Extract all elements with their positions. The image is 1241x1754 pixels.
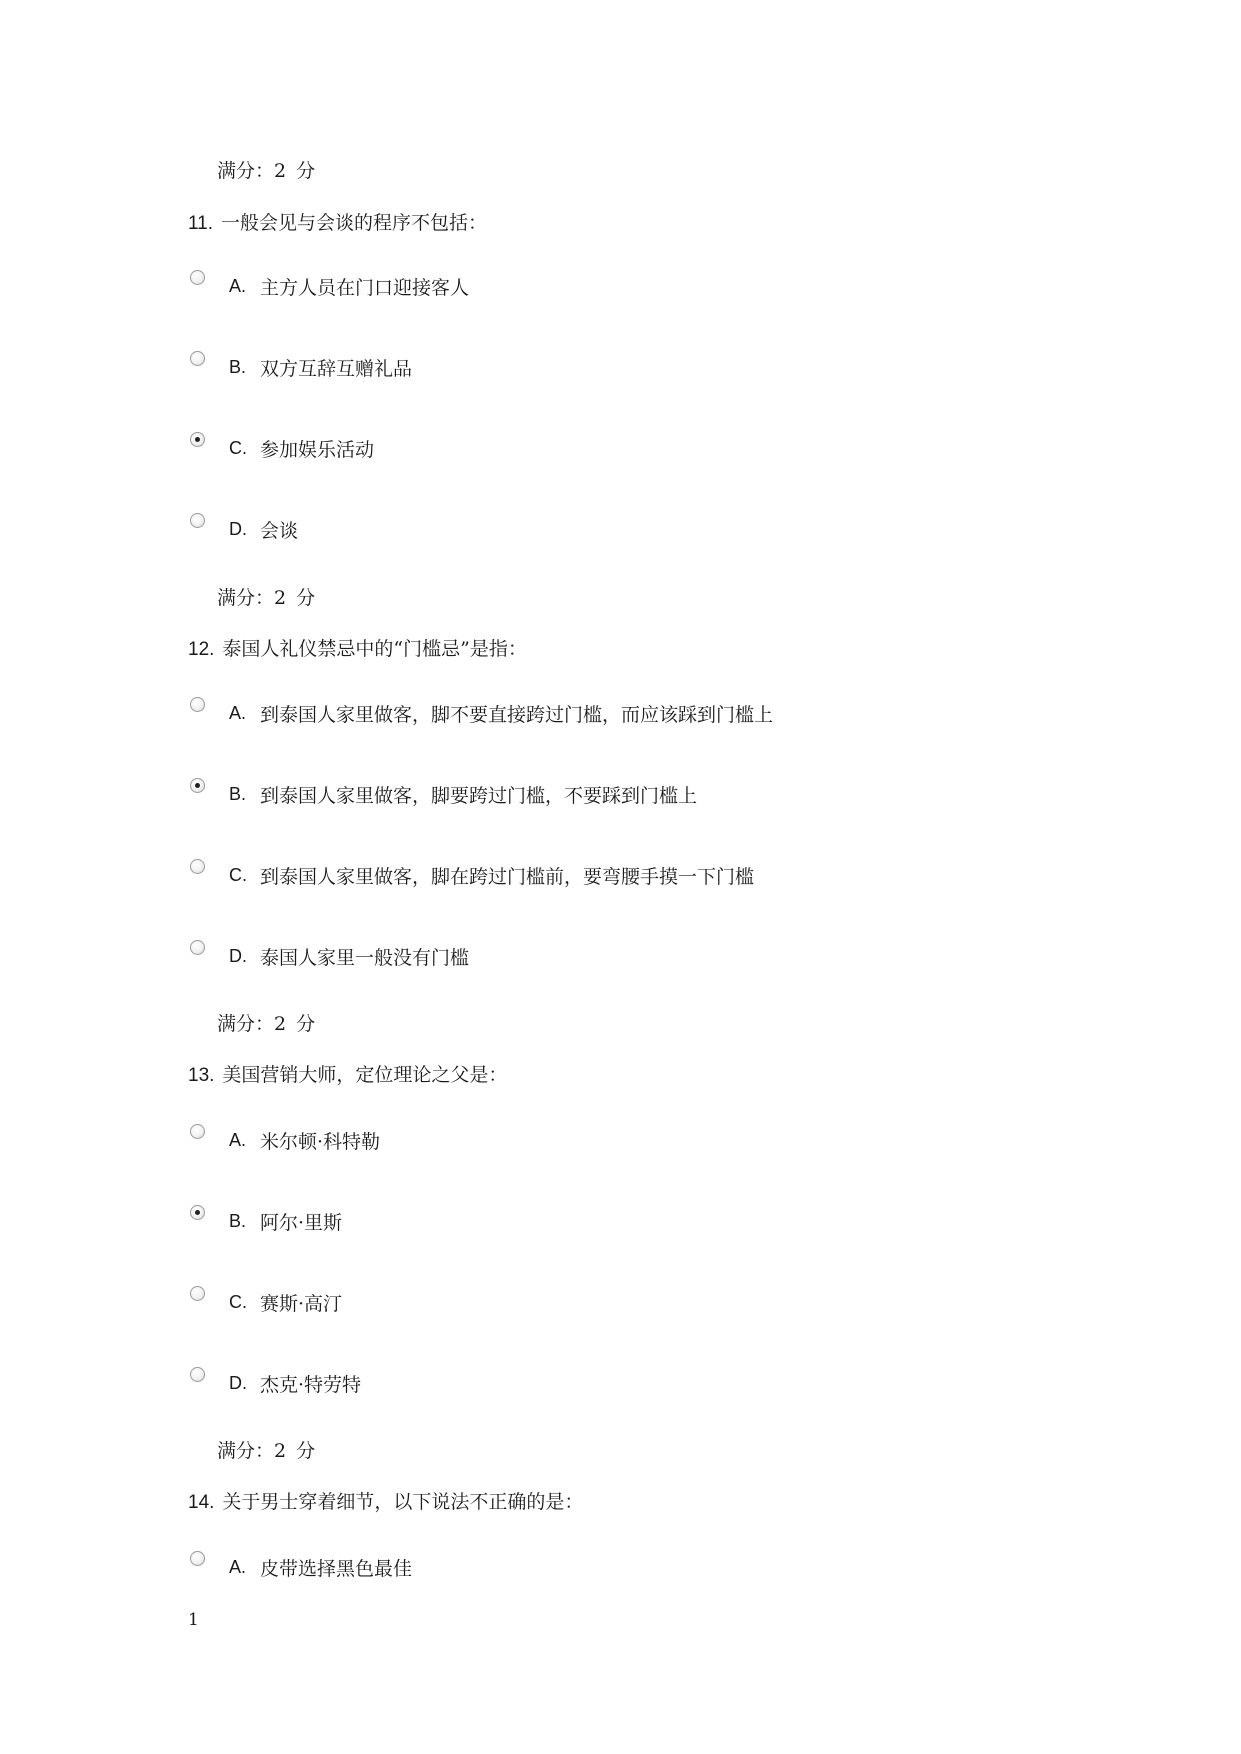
question-number: 13.: [188, 1065, 215, 1086]
score-line: [217, 1436, 315, 1463]
option-letter: D.: [229, 946, 247, 966]
radio-button[interactable]: [190, 1124, 205, 1139]
option-text: 会谈: [260, 520, 299, 542]
question-11: [188, 208, 487, 235]
radio-button-selected[interactable]: [190, 432, 205, 447]
option-letter: A.: [229, 703, 247, 723]
score-line: [217, 156, 315, 183]
option-text: 杰克·特劳特: [260, 1374, 362, 1396]
option-letter: A.: [229, 1557, 247, 1577]
question-number: 12.: [188, 639, 215, 660]
option-text: 到泰国人家里做客，脚不要直接跨过门槛，而应该踩到门槛上: [260, 704, 774, 726]
option-letter: B.: [229, 1211, 247, 1231]
radio-button[interactable]: [190, 940, 205, 955]
score-line: [217, 1009, 315, 1036]
option-letter: D.: [229, 1373, 247, 1393]
option-letter: B.: [229, 784, 247, 804]
option-text: 参加娱乐活动: [260, 439, 375, 461]
score-unit: 分: [296, 1013, 316, 1035]
option-letter: D.: [229, 519, 247, 539]
score-label: 满分：: [217, 1013, 275, 1035]
score-unit: 分: [296, 587, 316, 609]
score-value: 2: [274, 587, 287, 609]
score-value: 2: [274, 1013, 287, 1035]
score-unit: 分: [296, 160, 316, 182]
radio-button[interactable]: [190, 1286, 205, 1301]
option-letter: C.: [229, 1292, 247, 1312]
radio-button[interactable]: [190, 513, 205, 528]
radio-button[interactable]: [190, 1551, 205, 1566]
radio-button[interactable]: [190, 859, 205, 874]
option-letter: C.: [229, 438, 247, 458]
option-text: 主方人员在门口迎接客人: [260, 277, 470, 299]
radio-button[interactable]: [190, 1367, 205, 1382]
score-label: 满分：: [217, 160, 275, 182]
question-12: [188, 634, 527, 661]
score-unit: 分: [296, 1440, 316, 1462]
option-letter: A.: [229, 1130, 247, 1150]
radio-button[interactable]: [190, 697, 205, 712]
option-letter: C.: [229, 865, 247, 885]
radio-button-selected[interactable]: [190, 1205, 205, 1220]
question-14: [188, 1487, 583, 1514]
question-number: 14.: [188, 1492, 215, 1513]
question-13: [188, 1060, 507, 1087]
question-text: 一般会见与会谈的程序不包括：: [221, 212, 488, 234]
option-text: 赛斯·高汀: [260, 1293, 343, 1315]
radio-button[interactable]: [190, 351, 205, 366]
option-text: 米尔顿·科特勒: [260, 1131, 381, 1153]
score-value: 2: [274, 1440, 287, 1462]
score-label: 满分：: [217, 587, 275, 609]
question-number: 11.: [188, 213, 214, 234]
question-text: 泰国人礼仪禁忌中的“门槛忌”是指：: [222, 638, 527, 660]
option-text: 到泰国人家里做客，脚在跨过门槛前，要弯腰手摸一下门槛: [260, 866, 755, 888]
option-letter: A.: [229, 276, 247, 296]
option-text: 阿尔·里斯: [260, 1212, 343, 1234]
page-number: 1: [188, 1610, 199, 1630]
option-text: 双方互辞互赠礼品: [260, 358, 413, 380]
option-text: 泰国人家里一般没有门槛: [260, 947, 470, 969]
score-line: [217, 583, 315, 610]
question-text: 关于男士穿着细节，以下说法不正确的是：: [222, 1491, 584, 1513]
radio-button[interactable]: [190, 270, 205, 285]
option-text: 皮带选择黑色最佳: [260, 1558, 413, 1580]
question-text: 美国营销大师，定位理论之父是：: [222, 1064, 508, 1086]
score-value: 2: [274, 160, 287, 182]
option-letter: B.: [229, 357, 247, 377]
radio-button-selected[interactable]: [190, 778, 205, 793]
option-text: 到泰国人家里做客，脚要跨过门槛，不要踩到门槛上: [260, 785, 698, 807]
score-label: 满分：: [217, 1440, 275, 1462]
